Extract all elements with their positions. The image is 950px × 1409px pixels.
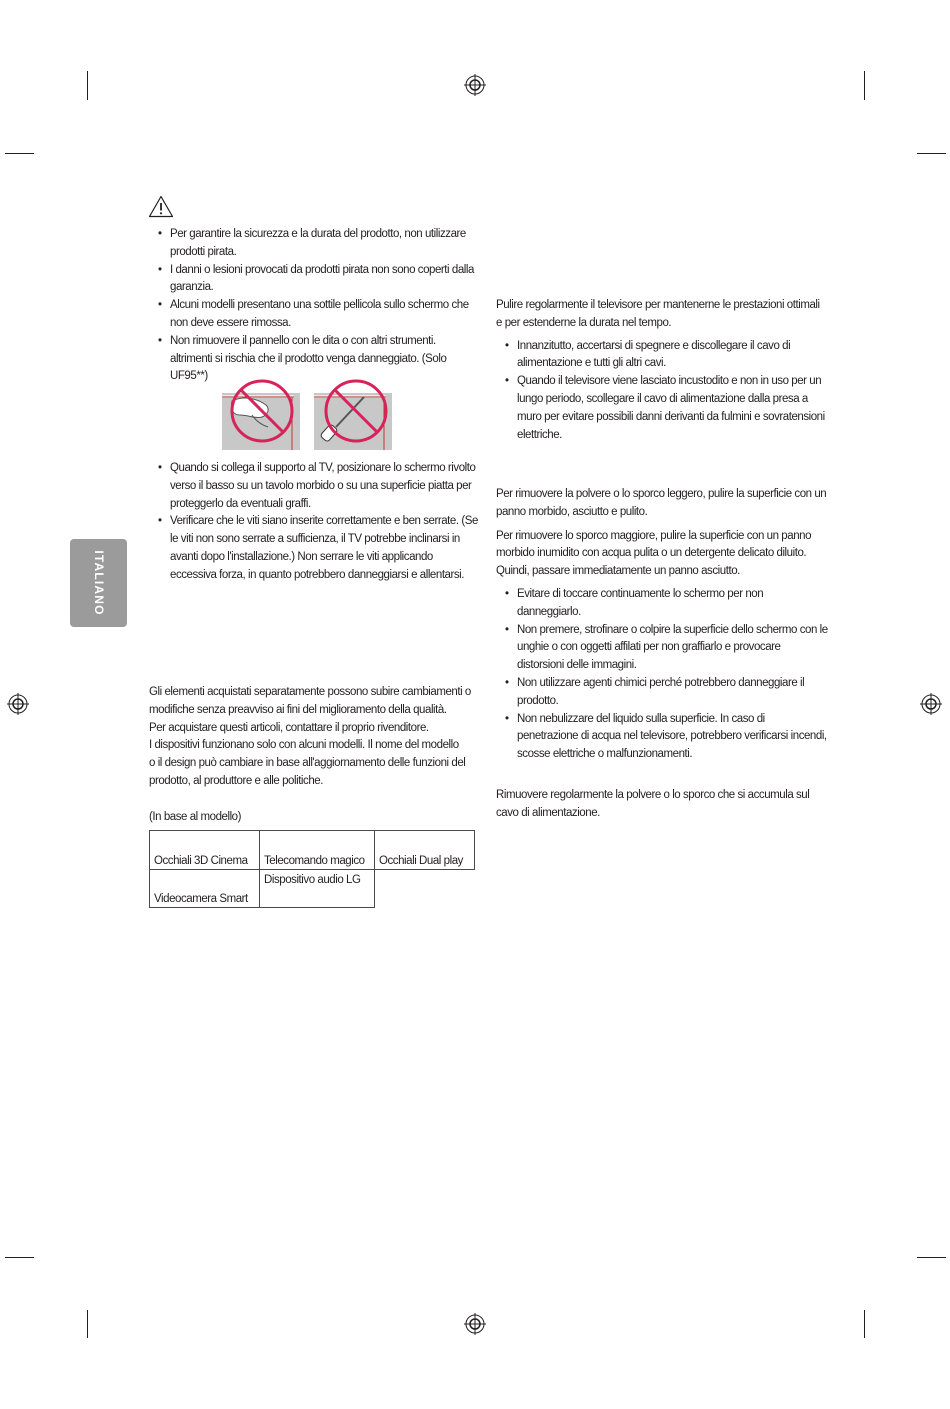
- screen-cleaning-para2: Per rimuovere lo sporco maggiore, pulire la superficie con un panno morbido inumidito con acqua pulita o un detergente delicato diluito. Quindi, passare immediatamente un panno asciutto.: [496, 529, 812, 578]
- registration-mark-icon: [464, 1313, 486, 1335]
- no-finger-removal-illustration: [222, 375, 300, 450]
- list-item: • Non nebulizzare del liquido sulla superficie. In caso di penetrazione di acqua nel televisore, potrebbero verificarsi incendi, scosse elettriche o malfunzionamenti.: [496, 711, 828, 764]
- table-row: [150, 831, 475, 870]
- registration-mark-icon: [920, 693, 942, 715]
- table-cell: [375, 870, 475, 908]
- list-item: • I danni o lesioni provocati da prodotti pirata non sono coperti dalla garanzia.: [149, 262, 479, 298]
- list-item: • Verificare che le viti siano inserite correttamente e ben serrate. (Se le viti non sono serrate a sufficienza, il TV potrebbe inclinarsi in avanti dopo l'installazione.) Non serrare le viti applicando eccessiva forza, in quanto potrebbero danneggiarsi e allentarsi.: [149, 513, 479, 584]
- list-item: • Evitare di toccare continuamente lo schermo per non danneggiarlo.: [496, 586, 828, 622]
- list-item: • Non premere, strofinare o colpire la superficie dello schermo con le unghie o con oggetti affilati per non graffiarlo e provocare distorsioni delle immagini.: [496, 622, 828, 675]
- model-note: [149, 809, 349, 827]
- paragraph-line: Gli elementi acquistati separatamente possono subire cambiamenti o: [149, 686, 471, 698]
- no-tool-removal-illustration: [314, 375, 392, 450]
- warning-list-top: [149, 226, 479, 386]
- language-tab: [70, 539, 127, 627]
- note-text: (In base al modello): [149, 811, 241, 823]
- crop-mark: [5, 153, 34, 154]
- list-item: • Non utilizzare agenti chimici perché potrebbero danneggiare il prodotto.: [496, 675, 828, 711]
- accessories-table: [149, 830, 475, 908]
- accessories-paragraph: [149, 684, 479, 791]
- list-item: • Quando il televisore viene lasciato incustodito e non in uso per un lungo periodo, scollegare il cavo di alimentazione dalla presa a muro per evitare possibili danni derivanti da fulmini e sovratensioni elettriche.: [496, 373, 828, 444]
- screen-cleaning-section: [496, 486, 828, 764]
- list-item: • Per garantire la sicurezza e la durata del prodotto, non utilizzare prodotti pirata.: [149, 226, 479, 262]
- warning-list-bottom: [149, 460, 479, 585]
- table-row: [150, 870, 475, 908]
- list-item: • Quando si collega il supporto al TV, posizionare lo schermo rivolto verso il basso su un tavolo morbido o su una superficie piatta per proteggerlo da eventuali graffi.: [149, 460, 479, 513]
- crop-mark: [87, 1310, 88, 1338]
- crop-mark: [864, 1310, 865, 1338]
- registration-mark-icon: [7, 693, 29, 715]
- maintenance-intro: Pulire regolarmente il televisore per mantenerne le prestazioni ottimali e per estenderne la durata nel tempo.: [496, 299, 820, 329]
- list-item: • Innanzitutto, accertarsi di spegnere e discollegare il cavo di alimentazione e tutti gli altri cavi.: [496, 338, 828, 374]
- paragraph-line: Per acquistare questi articoli, contattare il proprio rivenditore.: [149, 721, 429, 734]
- crop-mark: [87, 71, 88, 100]
- paragraph-line: I dispositivi funzionano solo con alcuni modelli. Il nome del modello: [149, 739, 459, 752]
- table-cell: Telecomando magico: [260, 831, 375, 870]
- screen-cleaning-para1: Per rimuovere la polvere o lo sporco leggero, pulire la superficie con un panno morbido, asciutto e pulito.: [496, 488, 827, 518]
- table-cell: Occhiali 3D Cinema: [150, 831, 260, 870]
- language-tab-label: ITALIANO: [91, 550, 106, 616]
- crop-mark: [917, 153, 946, 154]
- maintenance-section: [496, 297, 828, 444]
- list-item: • Non rimuovere il pannello con le dita o con altri strumenti. altrimenti si rischia che il prodotto venga danneggiato. (Solo UF95**): [149, 333, 479, 386]
- table-cell: Occhiali Dual play: [375, 831, 475, 870]
- warning-triangle-icon: [148, 195, 174, 218]
- paragraph-line: o il design può cambiare in base all'aggiornamento delle funzioni del: [149, 757, 466, 770]
- crop-mark: [5, 1257, 34, 1258]
- list-item: • Alcuni modelli presentano una sottile pellicola sullo schermo che non deve essere rimossa.: [149, 297, 479, 333]
- table-cell: Dispositivo audio LG: [260, 870, 375, 908]
- power-cord-text: Rimuovere regolarmente la polvere o lo sporco che si accumula sul cavo di alimentazione.: [496, 789, 810, 819]
- table-cell: Videocamera Smart: [150, 870, 260, 908]
- paragraph-line: prodotto, al produttore e alle politiche.: [149, 774, 323, 787]
- paragraph-line: modifiche senza preavviso ai fini del miglioramento della qualità.: [149, 703, 447, 716]
- crop-mark: [917, 1257, 946, 1258]
- crop-mark: [864, 71, 865, 100]
- power-cord-section: [496, 787, 828, 823]
- registration-mark-icon: [464, 74, 486, 96]
